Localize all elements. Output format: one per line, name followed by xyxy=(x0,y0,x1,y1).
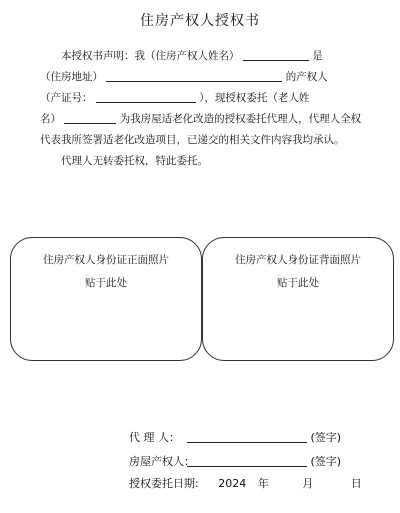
agent-sign-note: (签字) xyxy=(310,431,342,444)
declaration-text-cert: （产证号： xyxy=(40,92,93,104)
owner-signature-row xyxy=(129,455,341,469)
elder-name-blank[interactable] xyxy=(64,111,116,124)
declaration-text-elder-name: 名） xyxy=(40,113,61,125)
cert-number-blank[interactable] xyxy=(96,90,196,103)
address-blank[interactable] xyxy=(106,69,282,82)
declaration-text-agent: 为我房屋适老化改造的授权委托代理人，代理人全权代表我所签署适老化改造项目，已递交的相关文件内容我均承认。 xyxy=(40,113,362,146)
owner-sign-note: (签字) xyxy=(310,455,342,468)
id-front-photo-label: 住房产权人身份证正面照片 xyxy=(43,254,169,266)
declaration-text-is: 是 xyxy=(312,50,323,62)
declaration-paragraph-2: 代理人无转委托权，特此委托。 xyxy=(61,155,208,167)
owner-name-blank[interactable] xyxy=(243,48,309,61)
id-back-photo-label: 住房产权人身份证背面照片 xyxy=(235,254,361,266)
agent-signature-row xyxy=(129,431,341,445)
date-day-unit: 日 xyxy=(350,477,362,490)
owner-label: 房屋产权人： xyxy=(129,455,195,468)
date-label: 授权委托日期: xyxy=(129,477,199,490)
id-front-photo-box[interactable] xyxy=(10,237,202,361)
date-year-unit: 年 xyxy=(257,477,269,490)
agent-signature-blank[interactable] xyxy=(187,431,307,443)
declaration-body xyxy=(40,46,362,172)
agent-label: 代 理 人： xyxy=(129,431,180,444)
declaration-text-authorize: ），现授权委托（老人姓 xyxy=(199,92,310,104)
id-back-photo-box[interactable] xyxy=(202,237,394,361)
date-month-unit: 月 xyxy=(302,477,314,490)
declaration-text-address: （住房地址） xyxy=(40,71,103,83)
owner-signature-blank[interactable] xyxy=(187,455,307,467)
document-title: 住房产权人授权书 xyxy=(140,13,260,29)
declaration-paragraph-1 xyxy=(40,46,362,151)
id-front-photo-hint: 贴于此处 xyxy=(85,277,127,289)
authorization-date-row xyxy=(129,477,362,491)
id-back-photo-hint: 贴于此处 xyxy=(277,277,319,289)
declaration-text-owner-name: 本授权书声明：我（住房产权人姓名） xyxy=(61,50,240,62)
date-year[interactable]: 2024 xyxy=(218,477,247,490)
declaration-text-owner: 的产权人 xyxy=(285,71,328,83)
